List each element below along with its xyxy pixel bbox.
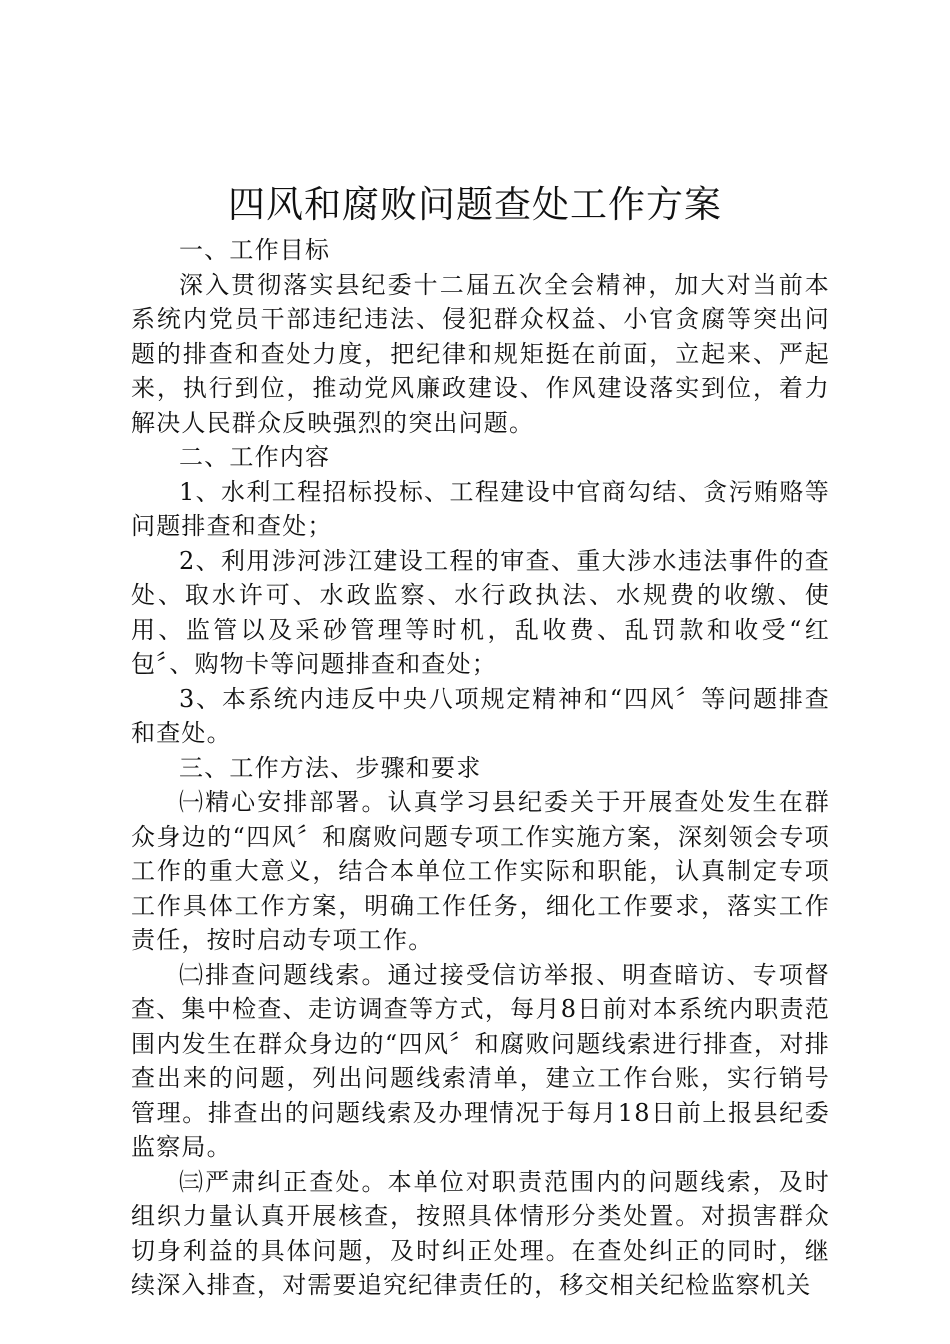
paragraph-goal: 深入贯彻落实县纪委十二届五次全会精神，加大对当前本系统内党员干部违纪违法、侵犯群众权益、小官贪腐等突出问题的排查和查处力度，把纪律和规矩挺在前面，立起来、严起来，执行到位，推动党风廉政建设、作风建设落实到位，着力解决人民群众反映强烈的突出问题。 bbox=[131, 270, 830, 437]
content-item-2: 2、利用涉河涉江建设工程的审查、重大涉水违法事件的查处、取水许可、水政监察、水行政执法、水规费的收缴、使用、监管以及采砂管理等时机，乱收费、乱罚款和收受“红包〞、购物卡等问题排查和查处； bbox=[131, 546, 830, 678]
content-item-3: 3、本系统内违反中央八项规定精神和“四风〞等问题排查和查处。 bbox=[131, 684, 830, 747]
method-item-3: ㈢严肃纠正查处。本单位对职责范围内的问题线索，及时组织力量认真开展核查，按照具体情形分类处置。对损害群众切身利益的具体问题，及时纠正处理。在查处纠正的同时，继续深入排查，对需要追究纪律责任的，移交相关纪检监察机关 bbox=[131, 1167, 830, 1299]
document-body bbox=[131, 233, 830, 1303]
method-item-2: ㈡排查问题线索。通过接受信访举报、明查暗访、专项督查、集中检查、走访调查等方式，每月8日前对本系统内职责范围内发生在群众身边的“四风〞和腐败问题线索进行排查，对排查出来的问题，列出问题线索清单，建立工作台账，实行销号管理。排查出的问题线索及办理情况于每月18日前上报县纪委监察局。 bbox=[131, 960, 830, 1161]
section-heading-content: 二、工作内容 bbox=[179, 443, 331, 471]
document-title: 四风和腐败问题查处工作方案 bbox=[228, 183, 722, 226]
section-heading-goal: 一、工作目标 bbox=[179, 236, 331, 264]
method-item-1: ㈠精心安排部署。认真学习县纪委关于开展查处发生在群众身边的“四风〞和腐败问题专项工作实施方案，深刻领会专项工作的重大意义，结合本单位工作实际和职能，认真制定专项工作具体工作方案，明确工作任务，细化工作要求，落实工作责任，按时启动专项工作。 bbox=[131, 788, 830, 954]
section-heading-methods: 三、工作方法、步骤和要求 bbox=[179, 753, 482, 782]
content-item-1: 1、水利工程招标投标、工程建设中官商勾结、贪污贿赂等问题排查和查处； bbox=[131, 477, 830, 540]
